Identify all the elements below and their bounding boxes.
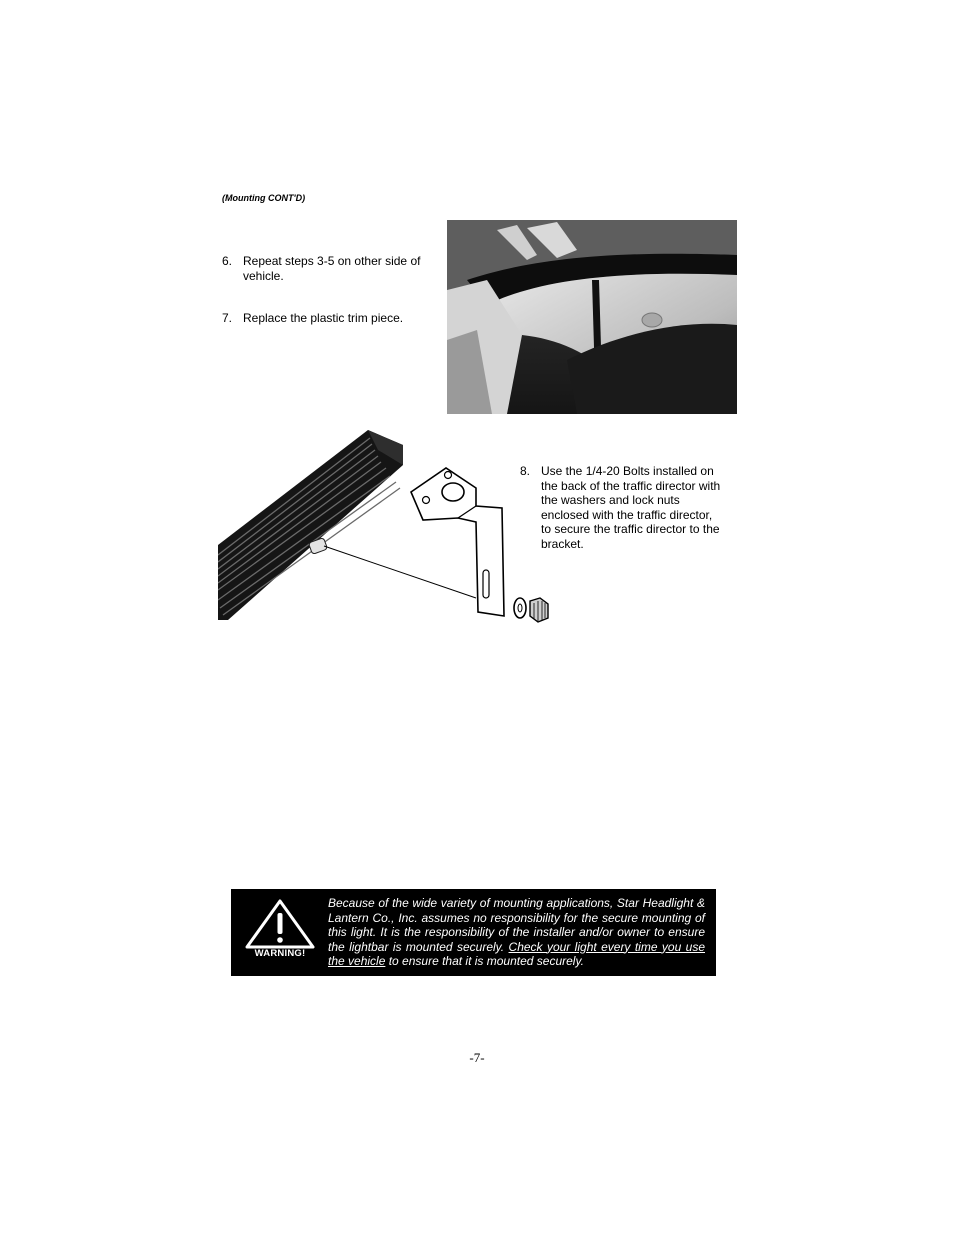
vehicle-interior-photo bbox=[447, 220, 737, 414]
bracket-assembly-illustration bbox=[218, 420, 558, 630]
step-number: 7. bbox=[222, 311, 233, 325]
page-number: -7- bbox=[469, 1050, 485, 1065]
warning-emphasis: Check your light every time you use the vehicle bbox=[328, 939, 705, 968]
step-text: Replace the plastic trim piece. bbox=[243, 311, 404, 325]
step-7 bbox=[222, 311, 437, 327]
warning-label: WARNING! bbox=[254, 948, 306, 959]
step-text: Repeat steps 3-5 on other side of vehicle. bbox=[243, 254, 421, 283]
step-number: 6. bbox=[222, 254, 233, 268]
warning-box bbox=[231, 889, 716, 976]
warning-text: Because of the wide variety of mounting applications, Star Headlight & Lantern Co., Inc. assumes no responsibility for the secure mounting of this light. It is the responsibility of the installer and/or owner to ensure the lightbar is mounted securely. Check your light every time you use the vehicle to ensure that it is mounted securely. bbox=[328, 896, 705, 968]
section-header: (Mounting CONT'D) bbox=[222, 193, 306, 203]
mounting-diagram bbox=[218, 420, 558, 630]
step-number: 8. bbox=[520, 464, 531, 478]
photo-illustration bbox=[447, 220, 737, 414]
step-6 bbox=[222, 254, 437, 284]
step-8 bbox=[520, 464, 735, 554]
step-text: Use the 1/4-20 Bolts installed on the back of the traffic director with the washers and lock nuts enclosed with the traffic director, to secure the traffic director to the bracket. bbox=[541, 464, 721, 551]
